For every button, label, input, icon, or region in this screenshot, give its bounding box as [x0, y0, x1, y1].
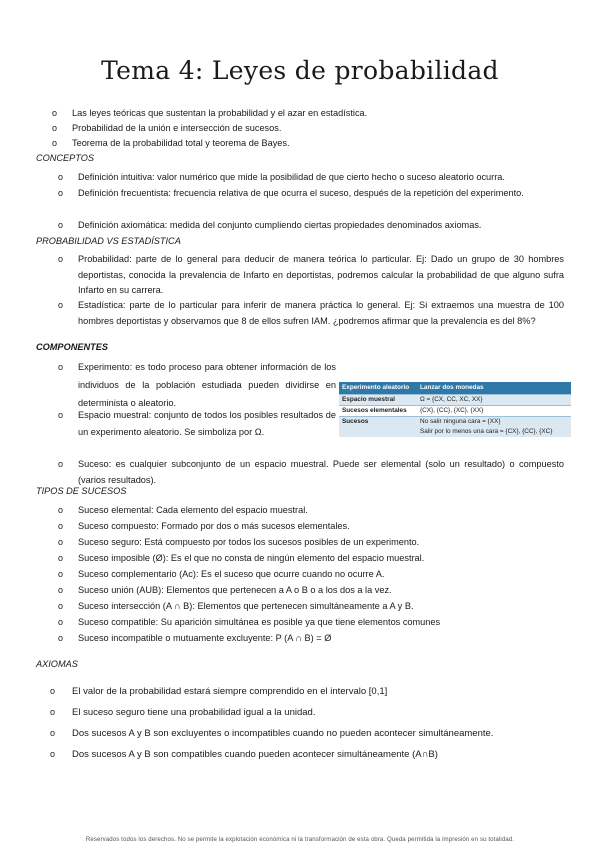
list-item: o Suceso compatible: Su aparición simultánea es posible ya que tiene elementos comunes — [78, 615, 568, 631]
bullet-icon: o — [58, 585, 64, 595]
list-item: o El valor de la probabilidad estará siempre comprendido en el intervalo [0,1] — [50, 686, 388, 697]
bullet-icon: o — [50, 728, 56, 738]
table-cell: Sucesos elementales — [339, 406, 417, 417]
bullet-icon: o — [50, 686, 56, 696]
table-cell: Ω = {CX, CC, XC, XX} — [417, 395, 571, 406]
intro-item: o Probabilidad de la unión e intersección de sucesos. — [72, 121, 572, 137]
list-item: o Suceso: es cualquier subconjunto de un espacio muestral. Puede ser elemental (solo un resultado) o compuesto (varios resultados). — [58, 459, 564, 485]
bullet-icon: o — [58, 300, 64, 310]
list-item: o Suceso intersección (A ∩ B): Elementos que pertenecen simultáneamente a A y B. — [78, 599, 568, 615]
bullet-icon: o — [58, 617, 64, 627]
table-cell: No salir ninguna cara = {XX} — [417, 417, 571, 428]
list-item: o Suceso compuesto: Formado por dos o más sucesos elementales. — [78, 519, 568, 535]
bullet-icon: o — [58, 220, 64, 230]
table-cell: Espacio muestral — [339, 395, 417, 406]
bullet-icon: o — [58, 537, 64, 547]
table-row — [339, 427, 571, 437]
list-item: o Experimento: es todo proceso para obtener información de los individuos de la población estudiada pueden dividirse en determinista o aleatorio. — [78, 358, 336, 412]
bullet-icon: o — [58, 569, 64, 579]
bullet-icon: o — [52, 123, 58, 133]
bullet-icon: o — [58, 254, 64, 264]
list-item: o Suceso imposible (Ø): Es el que no consta de ningún elemento del espacio muestral. — [78, 551, 568, 567]
list-item: o Suceso incompatible o mutuamente excluyente: P (A ∩ B) = Ø — [78, 631, 568, 647]
intro-item: o Las leyes teóricas que sustentan la probabilidad y el azar en estadística. — [72, 106, 572, 122]
list-item: o Definición frecuentista: frecuencia relativa de que ocurra el suceso, después de la repetición del experimento. — [78, 186, 564, 202]
table-cell — [339, 427, 417, 437]
list-item: o El suceso seguro tiene una probabilidad igual a la unidad. — [50, 707, 316, 718]
table-row — [339, 417, 571, 428]
list-item: o Dos sucesos A y B son excluyentes o incompatibles cuando no pueden acontecer simultáneamente. — [50, 728, 494, 739]
list-item: o Suceso complementario (Ac): Es el suceso que ocurre cuando no ocurre A. — [78, 567, 568, 583]
list-item: o Suceso unión (AUB): Elementos que pertenecen a A o B o a los dos a la vez. — [78, 583, 568, 599]
section-heading-componentes: COMPONENTES — [36, 342, 108, 352]
bullet-icon: o — [52, 108, 58, 118]
table-row — [339, 406, 571, 417]
table-header-row — [339, 382, 571, 395]
bullet-icon: o — [52, 138, 58, 148]
table-cell: Salir por lo menos una cara = {CX}, {CC}, {XC} — [417, 427, 571, 437]
list-item: o Probabilidad: parte de lo general para deducir de manera teórica lo particular. Ej: Dado un grupo de 30 hombres deportistas, conocida la prevalencia de Infarto en deportistas, podremos calcular la probabilidad de que alguno sufra Infarto en su carrera. — [58, 254, 564, 296]
section-heading-tipos: TIPOS DE SUCESOS — [36, 486, 127, 496]
section-heading-probabilidad: PROBABILIDAD VS ESTADÍSTICA — [36, 236, 181, 246]
sample-space-table — [339, 382, 571, 437]
table-cell: Sucesos — [339, 417, 417, 428]
table-row — [339, 395, 571, 406]
list-item: o Dos sucesos A y B son compatibles cuando pueden acontecer simultáneamente (A∩B) — [50, 749, 438, 760]
list-item: o Estadística: parte de lo particular para inferir de manera práctica lo general. Ej: Si extraemos una muestra de 100 hombres deportistas y observamos que 8 de ellos sufren IAM. ¿podremos afirmar que la prevalencia es del 8%? — [58, 300, 564, 326]
list-item: o Suceso seguro: Está compuesto por todos los sucesos posibles de un experimento. — [78, 535, 568, 551]
intro-item: o Teorema de la probabilidad total y teorema de Bayes. — [72, 136, 572, 152]
list-item: o Definición intuitiva: valor numérico que mide la posibilidad de que cierto hecho o suceso aleatorio ocurra. — [78, 170, 564, 186]
bullet-icon: o — [50, 707, 56, 717]
bullet-icon: o — [58, 459, 64, 469]
bullet-icon: o — [58, 362, 64, 372]
list-item: o Definición axiomática: medida del conjunto cumpliendo ciertas propiedades denominados axiomas. — [78, 218, 564, 234]
table-header-cell: Experimento aleatorio — [339, 382, 417, 395]
list-item: o Espacio muestral: conjunto de todos los posibles resultados de un experimento aleatorio. Se simboliza por Ω. — [78, 407, 336, 441]
bullet-icon: o — [58, 505, 64, 515]
section-heading-axiomas: AXIOMAS — [36, 659, 78, 669]
bullet-icon: o — [58, 188, 64, 198]
bullet-icon: o — [58, 601, 64, 611]
table-cell: {CX}, {CC}, {XC}, {XX} — [417, 406, 571, 417]
bullet-icon: o — [58, 521, 64, 531]
bullet-icon: o — [58, 172, 64, 182]
bullet-icon: o — [58, 553, 64, 563]
page-title: Tema 4: Leyes de probabilidad — [101, 56, 499, 85]
bullet-icon: o — [58, 633, 64, 643]
bullet-icon: o — [58, 410, 64, 420]
list-item: o Suceso elemental: Cada elemento del espacio muestral. — [78, 503, 568, 519]
table-header-cell: Lanzar dos monedas — [417, 382, 571, 395]
bullet-icon: o — [50, 749, 56, 759]
footer-notice: Reservados todos los derechos. No se permite la explotación económica ni la transformación de esta obra. Queda permitida la impresión en su totalidad. — [85, 836, 515, 843]
section-heading-conceptos: CONCEPTOS — [36, 153, 95, 163]
